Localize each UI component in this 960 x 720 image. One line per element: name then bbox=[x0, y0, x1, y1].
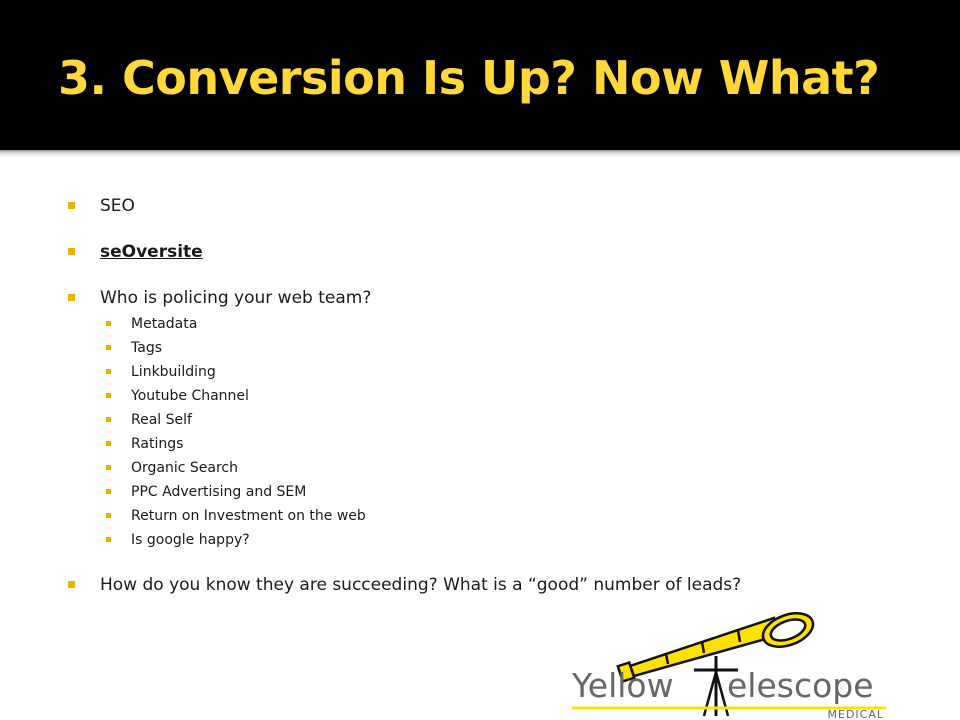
sub-bullet-google-happy: Is google happy? bbox=[131, 532, 250, 548]
sub-bullet-ratings: Ratings bbox=[131, 436, 184, 452]
bullet-seo: SEO bbox=[100, 196, 135, 216]
bullet-seoversite bbox=[100, 241, 203, 263]
bullet-policing: Who is policing your web team? bbox=[100, 288, 372, 308]
sub-bullet-ppc-advertising: PPC Advertising and SEM bbox=[131, 484, 307, 500]
sub-bullet-tags: Tags bbox=[131, 340, 162, 356]
sub-bullet-metadata: Metadata bbox=[131, 316, 198, 332]
seoversite-link[interactable]: seOversite bbox=[100, 242, 203, 262]
logo-wordmark-left: Yellow bbox=[572, 666, 674, 705]
logo-tagline: MEDICAL bbox=[827, 708, 884, 720]
sub-bullet-organic-search: Organic Search bbox=[131, 460, 239, 476]
sub-bullet-real-self: Real Self bbox=[131, 412, 192, 428]
sub-bullet-linkbuilding: Linkbuilding bbox=[131, 364, 216, 380]
logo-wordmark-right: elescope bbox=[727, 666, 874, 705]
sub-bullet-youtube-channel: Youtube Channel bbox=[131, 388, 249, 404]
bullet-succeeding: How do you know they are succeeding? What is a “good” number of leads? bbox=[100, 575, 742, 595]
slide-title: 3. Conversion Is Up? Now What? bbox=[58, 51, 880, 105]
yellow-telescope-logo bbox=[566, 612, 896, 720]
sub-bullet-return-on-investment: Return on Investment on the web bbox=[131, 508, 366, 524]
